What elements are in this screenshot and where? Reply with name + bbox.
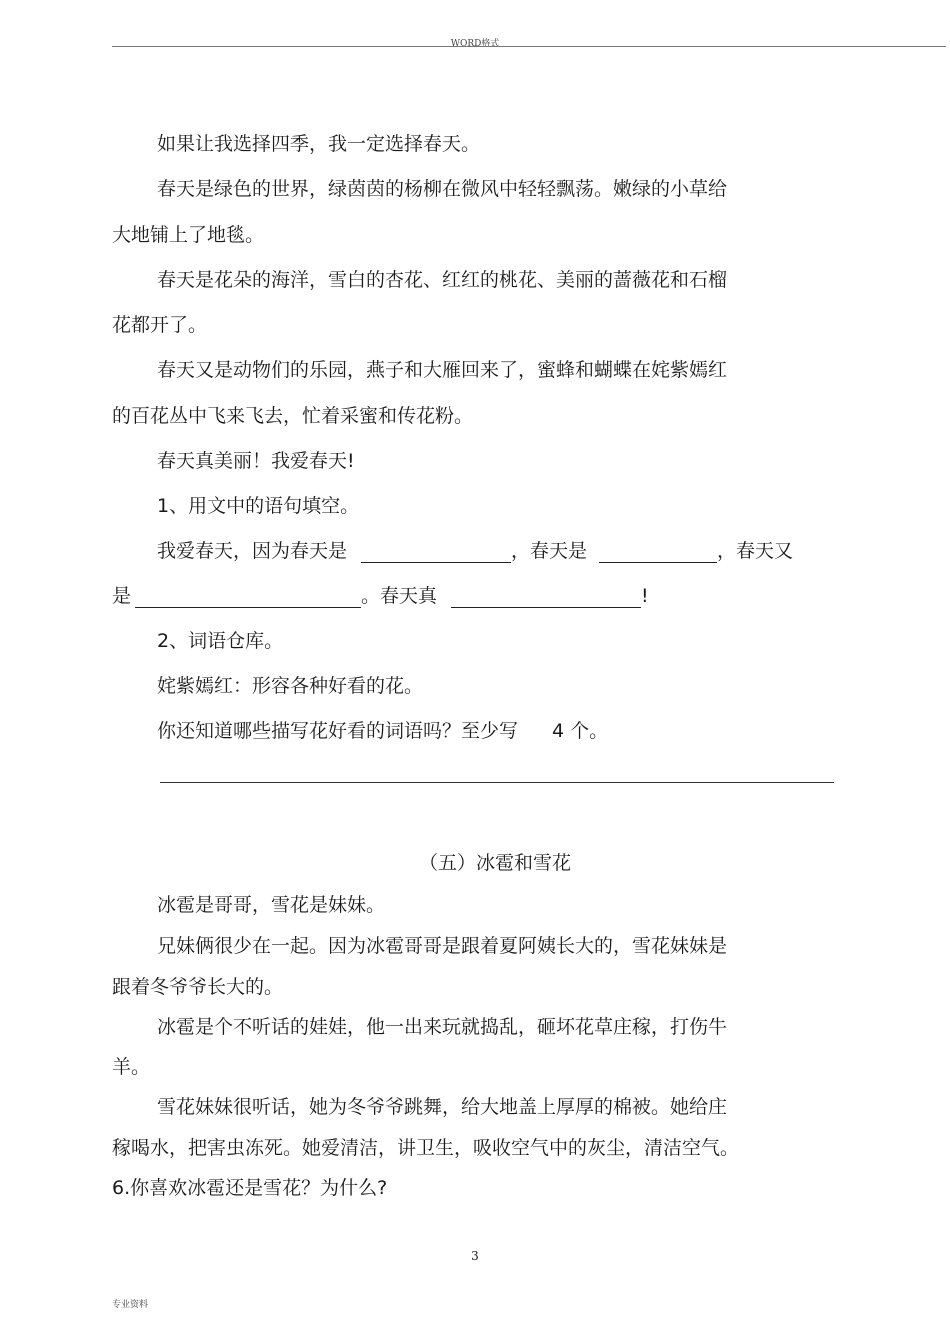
paragraph-line: 兄妹俩很少在一起。因为冰雹哥哥是跟着夏阿姨长大的，雪花妹妹是 bbox=[157, 935, 728, 957]
question-2-title: 2、词语仓库。 bbox=[157, 630, 284, 652]
fill-text: ! bbox=[641, 585, 649, 607]
question-2-definition: 姹紫嫣红：形容各种好看的花。 bbox=[157, 675, 424, 697]
answer-blank[interactable] bbox=[135, 587, 361, 608]
question-1-fill-line-2 bbox=[112, 584, 649, 608]
fill-text: 。春天真 bbox=[361, 585, 438, 607]
paragraph-line: 的百花丛中飞来飞去，忙着采蜜和传花粉。 bbox=[112, 405, 474, 427]
page-number: 3 bbox=[471, 1249, 479, 1263]
paragraph-line: 春天真美丽！我爱春天! bbox=[157, 450, 355, 472]
paragraph-line: 雪花妹妹很听话，她为冬爷爷跳舞，给大地盖上厚厚的棉被。她给庄 bbox=[157, 1096, 728, 1118]
question-2-prompt bbox=[157, 719, 608, 743]
paragraph-line: 大地铺上了地毯。 bbox=[112, 224, 265, 246]
answer-blank[interactable] bbox=[361, 542, 511, 563]
paragraph-line: 跟着冬爷爷长大的。 bbox=[112, 976, 284, 998]
paragraph-line: 冰雹是个不听话的娃娃，他一出来玩就捣乱，砸坏花草庄稼，打伤牛 bbox=[157, 1016, 728, 1038]
prompt-text: 你还知道哪些描写花好看的词语吗？至少写 bbox=[157, 720, 519, 742]
page-header: WORD格式 bbox=[450, 39, 500, 49]
paragraph-line: 稼喝水，把害虫冻死。她爱清洁，讲卫生，吸收空气中的灰尘，清洁空气。 bbox=[112, 1137, 740, 1159]
paragraph-line: 花都开了。 bbox=[112, 314, 208, 336]
fill-text: ，春天又 bbox=[717, 540, 794, 562]
fill-text: 是 bbox=[112, 585, 132, 607]
paragraph-line: 春天又是动物们的乐园，燕子和大雁回来了，蜜蜂和蝴蝶在姹紫嫣红 bbox=[157, 359, 728, 381]
fill-text: ，春天是 bbox=[511, 540, 588, 562]
answer-blank[interactable] bbox=[599, 542, 717, 563]
answer-blank[interactable] bbox=[451, 587, 641, 608]
paragraph-line: 春天是绿色的世界，绿茵茵的杨柳在微风中轻轻飘荡。嫩绿的小草给 bbox=[157, 178, 728, 200]
paragraph-line: 冰雹是哥哥，雪花是妹妹。 bbox=[157, 894, 386, 916]
question-1-fill-line-1 bbox=[157, 539, 793, 563]
paragraph-line: 春天是花朵的海洋，雪白的杏花、红红的桃花、美丽的蔷薇花和石榴 bbox=[157, 269, 728, 291]
fill-text: 我爱春天，因为春天是 bbox=[157, 540, 348, 562]
question-1-title: 1、用文中的语句填空。 bbox=[157, 495, 360, 517]
answer-line[interactable] bbox=[160, 782, 834, 783]
page-footer: 专业资料 bbox=[112, 1300, 149, 1310]
question-6: 6.你喜欢冰雹还是雪花？为什么? bbox=[112, 1177, 388, 1199]
header-rule bbox=[112, 46, 946, 47]
paragraph-line: 羊。 bbox=[112, 1056, 151, 1078]
section-title: （五）冰雹和雪花 bbox=[418, 852, 571, 874]
prompt-count: 4 个。 bbox=[552, 720, 609, 742]
paragraph-line: 如果让我选择四季，我一定选择春天。 bbox=[157, 133, 481, 155]
